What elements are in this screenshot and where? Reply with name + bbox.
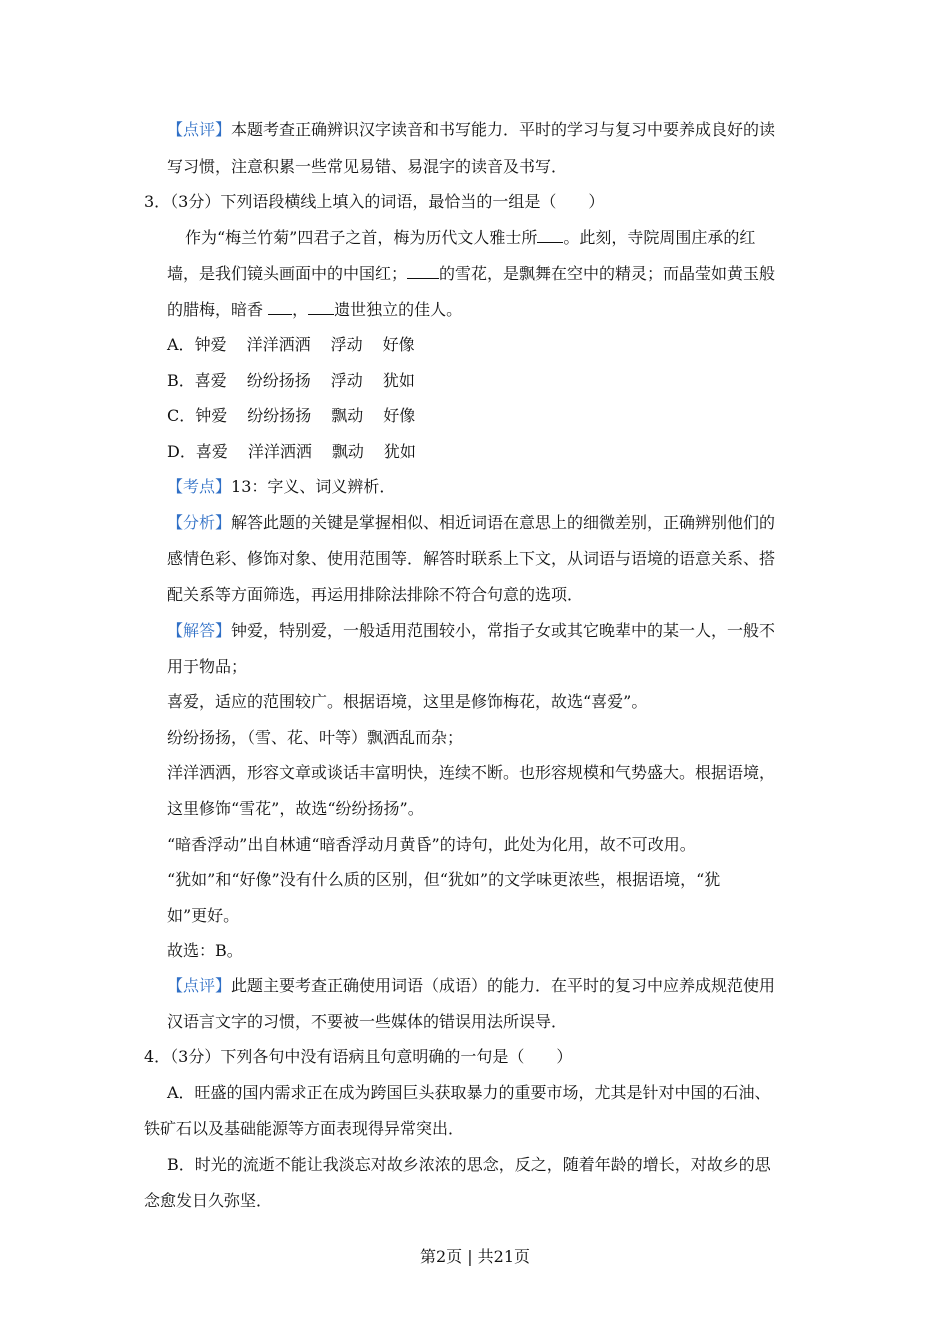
q3-jieda-line-3: 喜爱，适应的范围较广。根据语境，这里是修饰梅花，故选“喜爱”。 (167, 692, 648, 711)
option-word: 喜爱 (194, 371, 227, 390)
q3-kaodian (167, 477, 395, 497)
fill-blank-3 (268, 300, 292, 315)
option-word: 犹如 (382, 371, 415, 390)
q3-passage-text-3c: 遗世独立的佳人。 (334, 300, 463, 319)
q3-passage-text-1a: 作为“梅兰竹菊”四君子之首，梅为历代文人雅士所 (185, 228, 538, 247)
q3-passage-line-2 (167, 264, 775, 284)
q3-option-c (167, 406, 415, 426)
q3-fenxi-line-2: 感情色彩、修饰对象、使用范围等．解答时联系上下文，从词语与语境的语意关系、搭 (167, 549, 776, 568)
option-word: 犹如 (383, 442, 416, 461)
option-word: 好像 (382, 335, 415, 354)
option-letter: B． (167, 371, 195, 390)
q3-option-a (167, 335, 415, 355)
option-letter: C． (167, 406, 196, 425)
option-word: 钟爱 (195, 406, 228, 425)
option-word: 喜爱 (195, 442, 228, 461)
q2-comment-tag: 【点评】 (167, 120, 232, 139)
fenxi-text-1: 解答此题的关键是掌握相似、相近词语在意思上的细微差别，正确辨别他们的 (231, 513, 776, 532)
option-word: 好像 (383, 406, 416, 425)
dianping-text-1: 此题主要考查正确使用词语（成语）的能力．在平时的复习中应养成规范使用 (231, 976, 776, 995)
q2-comment-line-1 (167, 120, 775, 140)
q3-fenxi-line-1 (167, 513, 775, 533)
q4-option-b-line-1: B．时光的流逝不能让我淡忘对故乡浓浓的思念，反之，随着年龄的增长，对故乡的思 (167, 1155, 771, 1174)
q2-comment-line-2: 写习惯，注意积累一些常见易错、易混字的读音及书写． (167, 157, 568, 176)
q3-jieda-line-9: 如”更好。 (167, 906, 240, 925)
option-word: 飘动 (331, 442, 364, 461)
fenxi-tag: 【分析】 (167, 513, 232, 532)
jieda-tag: 【解答】 (167, 621, 232, 640)
option-letter: A． (167, 335, 195, 354)
fill-blank-4 (308, 300, 334, 315)
kaodian-tag: 【考点】 (167, 477, 232, 496)
q3-jieda-line-6: 这里修饰“雪花”，故选“纷纷扬扬”。 (167, 799, 424, 818)
q3-jieda-line-5: 洋洋洒洒，形容文章或谈话丰富明快，连续不断。也形容规模和气势盛大。根据语境， (167, 763, 776, 782)
fill-blank-2 (407, 264, 439, 279)
jieda-text-1: 钟爱，特别爱，一般适用范围较小，常指子女或其它晚辈中的某一人，一般不 (231, 621, 776, 640)
q3-jieda-line-2: 用于物品； (167, 657, 248, 676)
option-word: 浮动 (330, 335, 363, 354)
option-word: 纷纷扬扬 (247, 406, 312, 425)
q3-dianping-line-2: 汉语言文字的习惯，不要被一些媒体的错误用法所误导． (167, 1012, 568, 1031)
q3-fenxi-line-3: 配关系等方面筛选，再运用排除法排除不符合句意的选项． (167, 585, 584, 604)
option-word: 钟爱 (194, 335, 227, 354)
option-word: 飘动 (331, 406, 364, 425)
option-word: 洋洋洒洒 (246, 335, 311, 354)
option-word: 洋洋洒洒 (247, 442, 312, 461)
page-footer: 第2页 | 共21页 (419, 1247, 531, 1266)
q3-passage-text-2a: 墙，是我们镜头画面中的中国红； (167, 264, 408, 283)
q3-option-d (167, 442, 416, 462)
q3-passage-text-1b: 。此刻，寺院周围庄承的红 (563, 228, 756, 247)
q3-jieda-line-4: 纷纷扬扬，（雪、花、叶等）飘洒乱而杂； (167, 728, 464, 747)
q3-jieda-line-8: “犹如”和“好像”没有什么质的区别，但“犹如”的文学味更浓些，根据语境，“犹 (167, 870, 721, 889)
q3-passage-text-3a: 的腊梅，暗香 (167, 300, 269, 319)
option-word: 纷纷扬扬 (246, 371, 311, 390)
fill-blank-1 (537, 228, 563, 243)
q4-stem: 4．（3分）下列各句中没有语病且句意明确的一句是（ ） (144, 1047, 573, 1066)
q3-passage-line-1 (185, 228, 755, 248)
q4-option-b-line-2: 念愈发日久弥坚． (144, 1191, 273, 1210)
q3-jieda-line-10: 故选：B。 (167, 941, 243, 960)
q2-comment-text-1: 本题考查正确辨识汉字读音和书写能力．平时的学习与复习中要养成良好的读 (231, 120, 776, 139)
option-letter: D． (167, 442, 196, 461)
q3-stem: 3．（3分）下列语段横线上填入的词语，最恰当的一组是（ ） (144, 192, 605, 211)
dianping-tag: 【点评】 (167, 976, 232, 995)
q3-jieda-line-7: “暗香浮动”出自林逋“暗香浮动月黄昏”的诗句，此处为化用，故不可改用。 (167, 835, 696, 854)
q3-passage-line-3 (167, 300, 462, 320)
q3-jieda-line-1 (167, 621, 775, 641)
q3-option-b (167, 371, 415, 391)
q3-passage-text-3b: ， (292, 300, 309, 319)
option-word: 浮动 (330, 371, 363, 390)
q3-passage-text-2b: 的雪花，是飘舞在空中的精灵；而晶莹如黄玉般 (439, 264, 776, 283)
kaodian-text: 13：字义、词义辨析． (231, 477, 396, 496)
q4-option-a-line-2: 铁矿石以及基础能源等方面表现得异常突出． (144, 1119, 465, 1138)
q3-dianping-line-1 (167, 976, 775, 996)
q4-option-a-line-1: A．旺盛的国内需求正在成为跨国巨头获取暴力的重要市场，尤其是针对中国的石油、 (167, 1083, 771, 1102)
